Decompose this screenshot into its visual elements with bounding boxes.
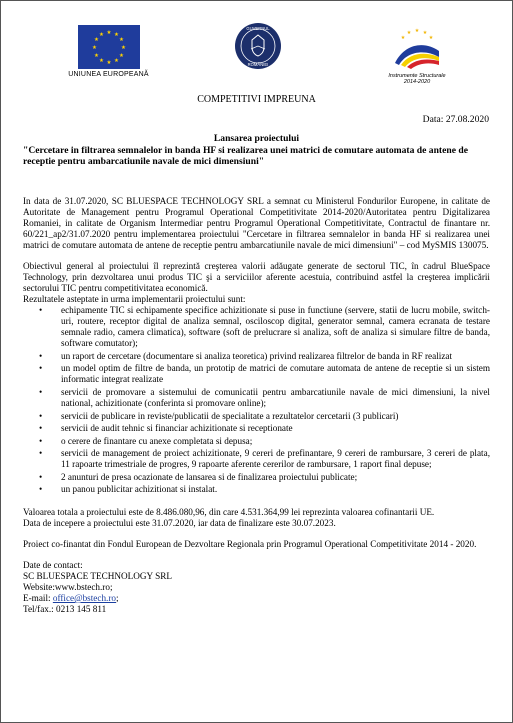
svg-text:★: ★ — [406, 30, 412, 36]
svg-text:★: ★ — [428, 35, 434, 41]
list-item: • 2 anunturi de presa ocazionate de lansarea si de finalizarea proiectului publicate; — [61, 472, 490, 483]
document-date: Data: 27.08.2020 — [422, 114, 489, 125]
dates-paragraph: Data de incepere a proiectului este 31.07.2020, iar data de finalizare este 30.07.2023. — [23, 517, 336, 528]
cofinance-paragraph: Proiect co-finantat din Fondul European de Dezvoltare Regionala prin Programul Operational Competitivitate 2014 - 2020. — [23, 538, 477, 549]
list-item: • un raport de cercetare (documentare si analiza teoretica) privind realizarea filtrelor de banda in RF realizat — [61, 351, 490, 362]
svg-text:★: ★ — [422, 30, 428, 36]
list-item: • servicii de promovare a sistemului de comunicatii pentru ambarcatiunile navale de mici dimensiuni, la nivel national, achizitionate (conferinta si promovare online); — [61, 387, 490, 409]
email-label: E-mail: — [23, 592, 53, 603]
svg-text:★: ★ — [106, 60, 111, 66]
instrumente-structurale-logo — [381, 25, 453, 86]
list-item: • servicii de management de proiect achizitionate, 9 cereri de prefinantare, 9 cereri de rambursare, 3 cereri de plata, 11 rapoarte trimestriale de progres, 9 rapoarte aferente cererilor de rambursare, 1 raport final depuse; — [61, 448, 490, 470]
gov-text-top: GUVERNUL — [246, 26, 270, 31]
svg-text:★: ★ — [400, 35, 406, 41]
eu-flag-icon — [78, 25, 140, 69]
eu-logo — [61, 25, 156, 79]
program-motto: COMPETITIVI IMPREUNA — [197, 94, 316, 105]
document-body — [23, 196, 490, 615]
gov-text-bottom: ROMÂNIEI — [247, 62, 269, 67]
is-caption-line1: Instrumente Structurale — [388, 73, 446, 80]
title-line1: Lansarea proiectului — [213, 133, 300, 144]
svg-text:★: ★ — [98, 58, 104, 64]
contact-block — [23, 560, 490, 615]
svg-text:★: ★ — [106, 30, 111, 36]
contact-heading: Date de contact: — [23, 559, 83, 570]
is-caption — [381, 73, 453, 86]
objective-paragraph: Obiectivul general al proiectului îl reprezintă creşterea valorii adăugate generate de sectorul TIC, în cadrul BlueSpace Technology, prin dezvoltarea unui produs TIC şi a serviciilor aferente acestuia, contribuind astfel la creşterea implicării sectorului TIC pentru competitivitatea economică. — [23, 261, 490, 294]
contact-website: Website:www.bstech.ro; — [23, 581, 113, 592]
list-item: • servicii de publicare in reviste/publicatii de specialitate a rezultatelor cercetarii (3 publicari) — [61, 411, 490, 422]
svg-text:★: ★ — [120, 45, 126, 51]
list-item: • echipamente TIC si echipamente specifice achizitionate si puse in functiune (servere, statii de lucru mobile, switch-uri, routere, receptor digital de analiza semnal, osciloscop digital, generator semnal, camera ecranata de testare semnale radio, camera climatica), software (soft de prelucrare si analiza, soft de analiza si simulare filtre de banda, software comutator); — [61, 305, 490, 349]
svg-text:★: ★ — [118, 37, 124, 43]
header-logos — [1, 21, 512, 101]
email-link[interactable]: office@bstech.ro — [52, 592, 116, 603]
svg-text:★: ★ — [113, 32, 119, 38]
list-item: • servicii de audit tehnic si financiar achizitionate si receptionate — [61, 423, 490, 434]
government-seal — [233, 21, 283, 71]
contact-email-line — [23, 593, 490, 604]
svg-text:★: ★ — [118, 53, 124, 59]
results-list — [23, 305, 490, 495]
svg-text:★: ★ — [91, 45, 97, 51]
title-line2: "Cercetare in filtrarea semnalelor in banda HF si realizarea unei matrici de comutare automata de antene de receptie pentru ambarcatiunile navale de mici dimensiuni" — [23, 144, 468, 167]
document-title — [23, 133, 490, 168]
list-item: • un model optim de filtre de banda, un prototip de matrici de comutare automata de antene de receptie si un sistem informatic integrat realizate — [61, 363, 490, 385]
eu-caption: UNIUNEA EUROPEANĂ — [68, 71, 149, 78]
svg-text:★: ★ — [98, 32, 104, 38]
is-caption-line2: 2014-2020 — [403, 79, 431, 86]
svg-text:★: ★ — [414, 28, 420, 34]
is-emblem-icon — [381, 25, 453, 69]
contact-phone: Tel/fax.: 0213 145 811 — [23, 604, 107, 614]
intro-paragraph: In data de 31.07.2020, SC BLUESPACE TECHNOLOGY SRL a semnat cu Ministerul Fondurilor Europene, in calitate de Autoritate de Management pentru Programul Operational Competitivitate 2014-2020/Autoritatea pentru Digitalizarea Romaniei, in calitate de Organism Intermediar pentru Programul Operational Competitivitate, Contractul de finantare nr. 60/221_ap2/31.07.2020 pentru implementarea proiectului "Cercetare in filtrarea semnalelor in banda HF si realizarea unei matrici de comutare automata de antene de receptie pentru ambarcatiunile navale de mici dimensiuni" – cod MySMIS 130075. — [23, 196, 490, 251]
svg-text:★: ★ — [93, 37, 99, 43]
list-item: • o cerere de finantare cu anexe completata si depusa; — [61, 436, 490, 447]
list-item: • un panou publicitar achizitionat si instalat. — [61, 484, 490, 495]
svg-text:★: ★ — [113, 58, 119, 64]
contact-company: SC BLUESPACE TECHNOLOGY SRL — [23, 570, 172, 581]
svg-text:★: ★ — [93, 53, 99, 59]
results-heading: Rezultatele asteptate in urma implementarii proiectului sunt: — [23, 294, 246, 305]
email-suffix: ; — [116, 592, 119, 603]
value-paragraph: Valoarea totala a proiectului este de 8.486.080,96, din care 4.531.364,99 lei reprezinta valoarea cofinantarii UE. — [23, 506, 435, 517]
